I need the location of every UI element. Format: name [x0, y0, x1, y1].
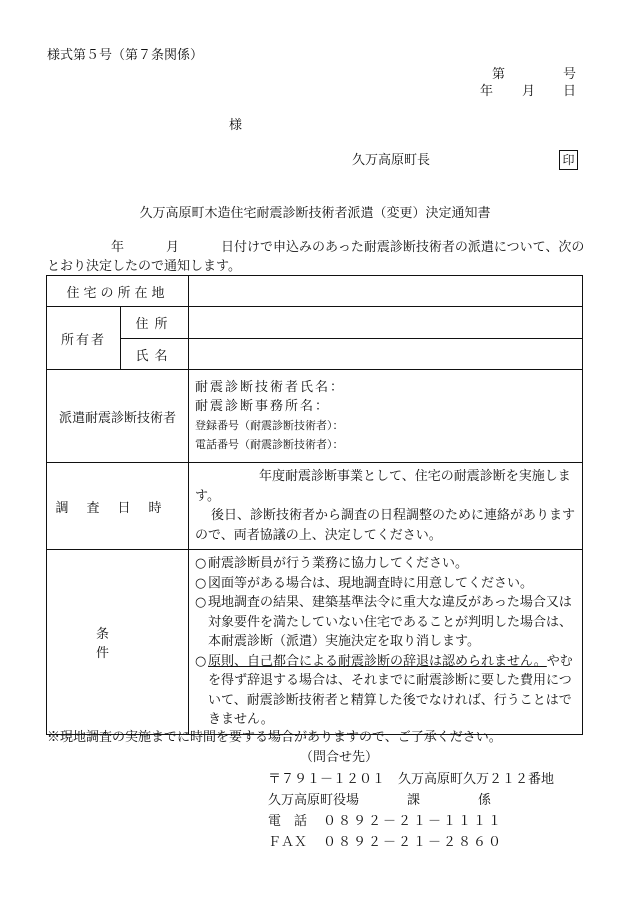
condition-text-3: 現地調査の結果、建築基準法令に重大な違反があった場合又は対象要件を満たしていない住宅であることが判明した場合は、本耐震診断（派遣）実施決定を取り消します。 [208, 595, 573, 649]
registration-number-line: 登録番号（耐震診断技術者）： [195, 419, 344, 432]
schedule-details [189, 463, 583, 550]
date-year: 年 [480, 84, 494, 99]
condition-text-1: 耐震診断員が行う業務に協力してください。 [208, 556, 469, 571]
office-name-line: 耐震診断事務所名： [195, 399, 331, 414]
bullet-circle-icon: ○ [195, 595, 207, 610]
owner-address-value[interactable] [189, 307, 583, 339]
bullet-circle-icon: ○ [195, 653, 207, 669]
notice-form-table [46, 275, 583, 735]
conditions-label: 条件 [47, 550, 189, 735]
form-number: 様式第５号（第７条関係） [47, 48, 204, 63]
fax-label: ＦＡＸ [268, 835, 308, 850]
intro-year: 年 [111, 240, 125, 255]
schedule-row [47, 463, 583, 550]
contact-fax-line [268, 832, 503, 853]
date-day: 日 [563, 84, 577, 99]
owner-address-row [47, 307, 583, 339]
owner-label: 所有者 [47, 307, 121, 370]
owner-name-row [47, 339, 583, 370]
intro-month: 月 [166, 240, 180, 255]
owner-name-label: 氏名 [121, 339, 189, 370]
owner-address-label: 住所 [121, 307, 189, 339]
contact-office: 久万高原町役場 [268, 793, 360, 808]
bullet-circle-icon: ○ [195, 575, 207, 591]
contact-phone-line [268, 811, 503, 832]
schedule-paragraph-1 [195, 467, 576, 506]
condition-4-underlined: 原則、自己都合による耐震診断の辞退は認められません。 [208, 653, 547, 669]
dispatch-label: 派遣耐震診断技術者 [47, 370, 189, 463]
schedule-text-2: 後日、診断技術者から調査の日程調整のために連絡がありますので、両者協議の上、決定してください。 [195, 508, 576, 543]
location-value[interactable] [189, 276, 583, 307]
location-label: 住宅の所在地 [47, 276, 189, 307]
phone-number: ０８９２－２１－１１１１ [323, 814, 504, 829]
phone-label: 電 話 [268, 814, 308, 829]
condition-text-2: 図面等がある場合は、現地調査時に用意してください。 [208, 575, 534, 591]
schedule-paragraph-2 [195, 506, 576, 545]
schedule-text-1: 年度耐震診断事業として、住宅の耐震診断を実施します。 [195, 469, 571, 504]
addressee-suffix: 様 [229, 118, 243, 133]
conditions-list [189, 550, 583, 735]
condition-4-rest: やむを得ず辞退する場合は、それまでに耐震診断に要した費用について、耐震診断技術者と精算した後でなければ、行うことはできません。 [208, 653, 573, 727]
seal-mark: 印 [559, 150, 578, 170]
dispatch-row [47, 370, 583, 463]
condition-item-2 [195, 574, 576, 594]
doc-number-suffix: 号 [563, 67, 577, 82]
condition-text-4 [208, 652, 576, 730]
dispatch-details [189, 370, 583, 463]
contact-heading: （問合せ先） [300, 750, 379, 765]
condition-item-1 [195, 554, 576, 574]
phone-number-line: 電話番号（耐震診断技術者）： [195, 438, 344, 451]
document-title: 久万高原町木造住宅耐震診断技術者派遣（変更）決定通知書 [139, 206, 491, 221]
contact-address: 〒７９１－１２０１ 久万高原町久万２１２番地 [268, 772, 555, 787]
date-month: 月 [522, 84, 536, 99]
issuer: 久万高原町長 [352, 153, 431, 168]
contact-unit: 係 [478, 793, 492, 808]
location-row [47, 276, 583, 307]
condition-item-3 [195, 593, 576, 652]
schedule-label: 調査日時 [47, 463, 189, 550]
intro-paragraph [47, 238, 595, 276]
doc-number-prefix: 第 [492, 67, 506, 82]
note: ※現地調査の実施までに時間を要する場合がありますので、ご了承ください。 [47, 730, 502, 745]
conditions-row [47, 550, 583, 735]
contact-office-line [268, 790, 491, 811]
condition-item-4 [195, 652, 576, 730]
technician-name-line: 耐震診断技術者氏名： [195, 380, 346, 395]
bullet-circle-icon: ○ [195, 556, 207, 571]
intro-text: 日付けで申込みのあった耐震診断技術者の派遣について、次のとおり決定したので通知します。 [47, 240, 585, 274]
contact-section: 課 [407, 793, 421, 808]
fax-number: ０８９２－２１－２８６０ [323, 835, 504, 850]
owner-name-value[interactable] [189, 339, 583, 370]
